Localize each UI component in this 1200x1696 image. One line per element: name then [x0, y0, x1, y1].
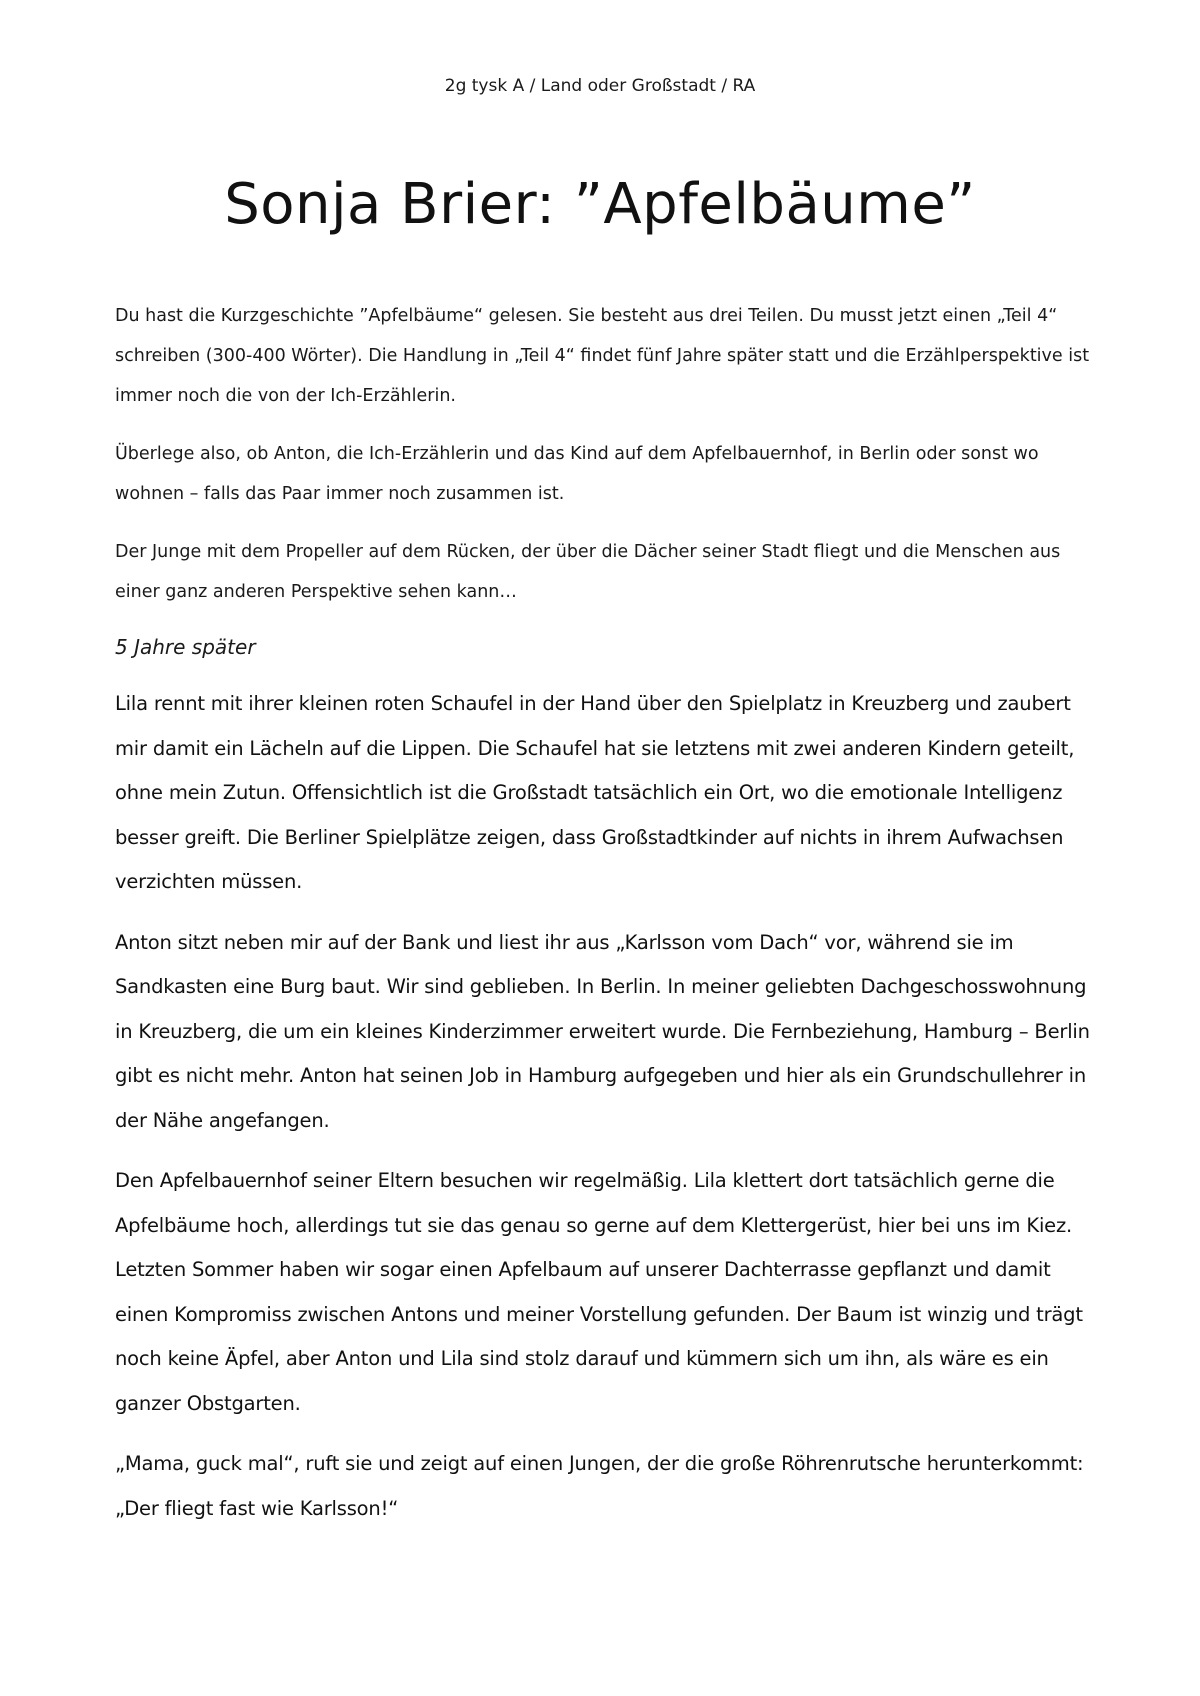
- instruction-paragraph: Überlege also, ob Anton, die Ich-Erzählerin und das Kind auf dem Apfelbauernhof, in Berlin oder sonst wo wohnen – falls das Paar immer noch zusammen ist.: [115, 444, 1039, 504]
- instruction-paragraph: Du hast die Kurzgeschichte ”Apfelbäume“ gelesen. Sie besteht aus drei Teilen. Du musst jetzt einen „Teil 4“ schreiben (300-400 Wörter). Die Handlung in „Teil 4“ findet fünf Jahre später statt und die Erzählperspektive ist immer noch die von der Ich-Erzählerin.: [115, 306, 1090, 406]
- story-subheading: 5 Jahre später: [115, 635, 256, 659]
- document-title: Sonja Brier: ”Apfelbäume”: [224, 172, 976, 237]
- story-paragraph: Anton sitzt neben mir auf der Bank und liest ihr aus „Karlsson vom Dach“ vor, während sie im Sandkasten eine Burg baut. Wir sind geblieben. In Berlin. In meiner geliebten Dachgeschosswohnung in Kreuzberg, die um ein kleines Kinderzimmer erweitert wurde. Die Fernbeziehung, Hamburg – Berlin gibt es nicht mehr. Anton hat seinen Job in Hamburg aufgegeben und hier als ein Grundschullehrer in der Nähe angefangen.: [115, 930, 1090, 1132]
- story-paragraph: „Mama, guck mal“, ruft sie und zeigt auf einen Jungen, der die große Röhrenrutsche herunterkommt: „Der fliegt fast wie Karlsson!“: [115, 1452, 1084, 1520]
- page-header: 2g tysk A / Land oder Großstadt / RA: [444, 76, 756, 96]
- assignment-instructions: [115, 296, 1105, 612]
- story-paragraph: Lila rennt mit ihrer kleinen roten Schaufel in der Hand über den Spielplatz in Kreuzberg und zaubert mir damit ein Lächeln auf die Lippen. Die Schaufel hat sie letztens mit zwei anderen Kindern geteilt, ohne mein Zutun. Offensichtlich ist die Großstadt tatsächlich ein Ort, wo die emotionale Intelligenz besser greift. Die Berliner Spielplätze zeigen, dass Großstadtkinder auf nichts in ihrem Aufwachsen verzichten müssen.: [115, 692, 1075, 893]
- document-body: [115, 296, 1105, 1547]
- instruction-paragraph: Der Junge mit dem Propeller auf dem Rücken, der über die Dächer seiner Stadt fliegt und die Menschen aus einer ganz anderen Perspektive sehen kann…: [115, 542, 1061, 602]
- story-paragraph: Den Apfelbauernhof seiner Eltern besuchen wir regelmäßig. Lila klettert dort tatsächlich gerne die Apfelbäume hoch, allerdings tut sie das genau so gerne auf dem Klettergerüst, hier bei uns im Kiez. Letzten Sommer haben wir sogar einen Apfelbaum auf unserer Dachterrasse gepflanzt und damit einen Kompromiss zwischen Antons und meiner Vorstellung gefunden. Der Baum ist winzig und trägt noch keine Äpfel, aber Anton und Lila sind stolz darauf und kümmern sich um ihn, als wäre es ein ganzer Obstgarten.: [115, 1169, 1083, 1415]
- story-text: [115, 682, 1105, 1531]
